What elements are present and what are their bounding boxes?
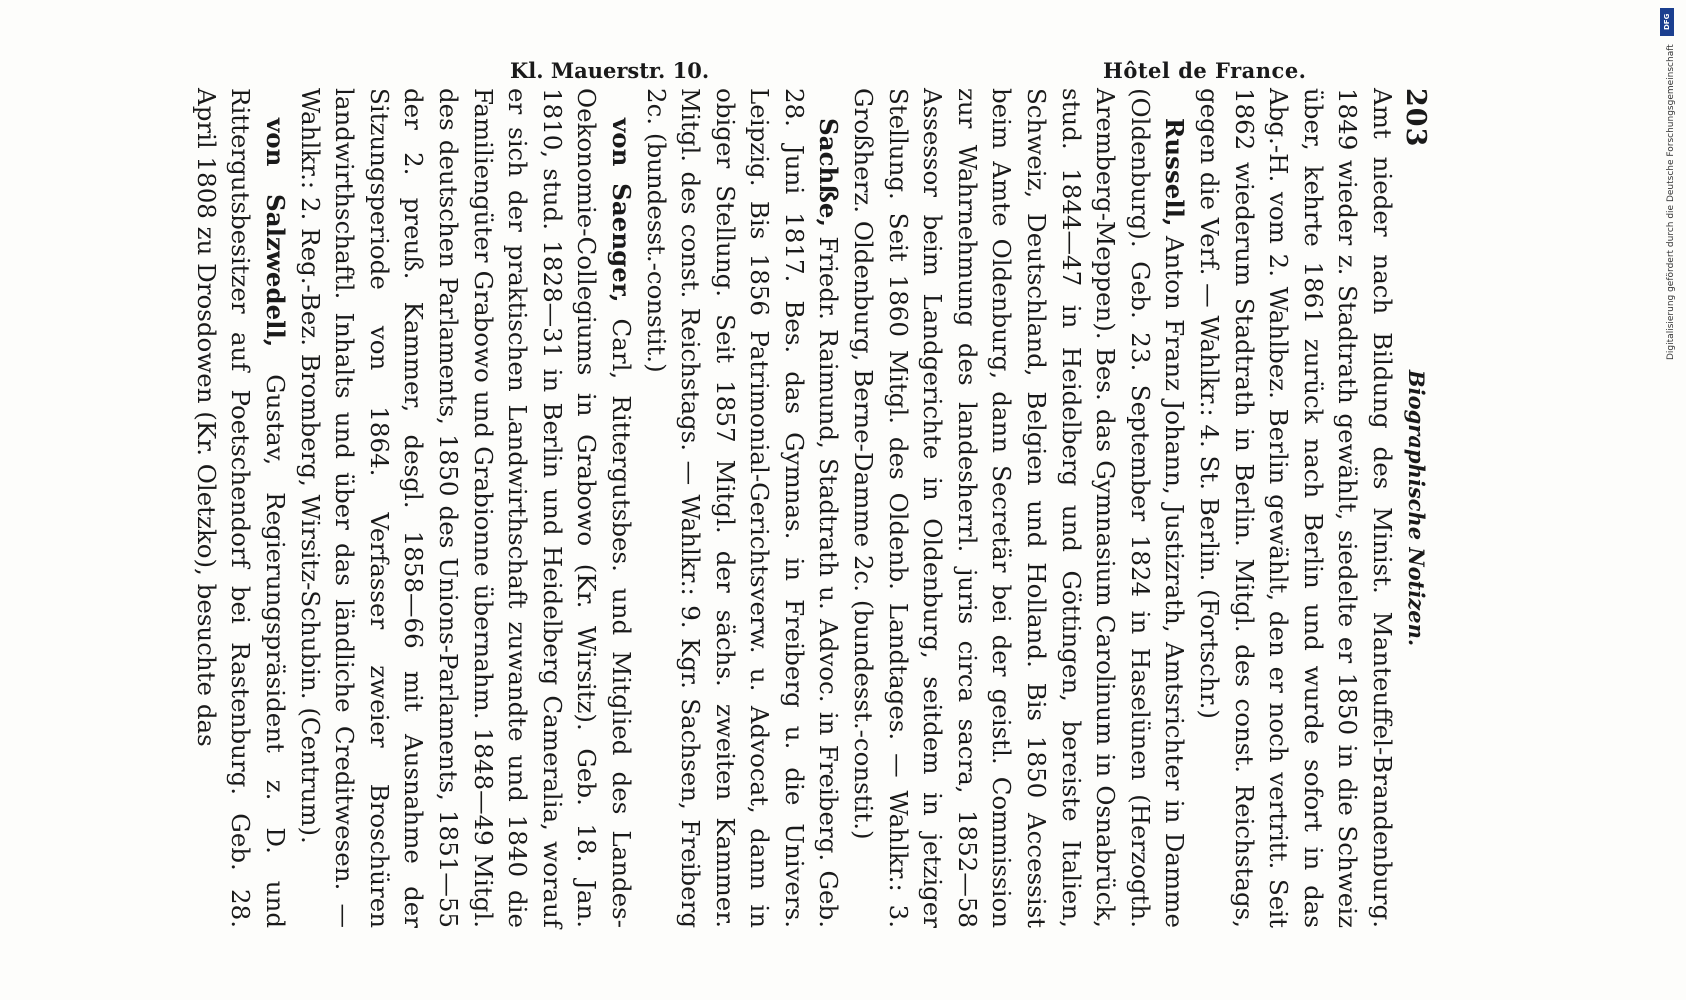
rotated-page-content [105, 88, 1435, 928]
paragraph-text: Carl, Rittergutsbes. und Mitglied des Landes-Oekonomie-Collegiums in Grabowo (Kr. Wirsitz). Geb. 18. Jan. 1810, stud. 1828—31 in Berlin und Heidelberg Cameralia, worauf er sich der praktischen Landwirthschaft zuwandte und 1840 die Familiengüter Grabowo und Grabionne übernahm. 1848—49 Mitgl. des deutschen Parlaments, 1850 des Unions-Parlaments, 1851—55 der 2. preuß. Kammer, desgl. 1858—66 mit Ausnahme der Sitzungsperiode von 1864. Verfasser zweier Broschüren landwirthschaftl. Inhalts und über das ländliche Creditwesen. — Wahlkr.: 2. Reg.-Bez. Bromberg, Wirsitz-Schubin. (Centrum). [295, 88, 636, 929]
paragraph [638, 88, 846, 928]
person-name: von Saenger, [606, 118, 636, 303]
page-number: 203 [1400, 88, 1431, 148]
person-name: Russell, [1160, 118, 1190, 227]
paragraph-text: Amt nieder nach Bildung des Minist. Manteuffel-Brandenburg. 1849 wieder z. Stadtrath gewählt, siedelte er 1850 in die Schweiz über, kehrte 1861 zurück nach Berlin und wurde sofort in das Abg.-H. vom 2. Wahlbez. Berlin gewählt, den er noch vertritt. Seit 1862 wiederum Stadtrath in Berlin. Mitgl. des const. Reichstags, gegen die Verf. — Wahlkr.: 4. St. Berlin. (Fortschr.) [1195, 88, 1397, 928]
hotel-heading: Hôtel de France. [1103, 58, 1307, 83]
dfg-logo: DFG [1660, 8, 1674, 36]
paragraph [292, 88, 638, 928]
paragraph-text: Anton Franz Johann, Justizrath, Amtsrichter in Damme (Oldenburg). Geb. 23. September 1824 in Haselünen (Herzogth. Aremberg-Meppen). Bes. das Gymnasium Carolinum in Osnabrück, stud. 1844—47 in Heidelberg und Göttingen, bereiste Italien, Schweiz, Deutschland, Belgien und Holland. Bis 1850 Accessist beim Amte Oldenburg, dann Secretär bei der geistl. Commission zur Wahrnehmung des landesherrl. juris circa sacra, 1852—58 Assessor beim Landgerichte in Oldenburg, seitdem in jetziger Stellung. Seit 1860 Mitgl. des Oldenb. Landtages. — Wahlkr.: 3. Großherz. Oldenburg, Berne-Damme 2c. (bundesst.-constit.) [849, 88, 1190, 928]
running-head: Biographische Notizen. [1404, 369, 1429, 647]
address-heading: Kl. Mauerstr. 10. [510, 58, 710, 83]
person-name: von Salzwedell, [261, 118, 290, 348]
page-header [1395, 88, 1435, 928]
person-name: Sachße, [814, 118, 844, 228]
paragraph-text: Friedr. Raimund, Stadtrath u. Advoc. in Freiberg. Geb. 28. Juni 1817. Bes. das Gymnas. in Freiberg u. die Univers. Leipzig. Bis 1856 Patrimonial-Gerichtsverw. u. Advocat, dann in obiger Stellung. Seit 1857 Mitgl. der sächs. zweiten Kammer. Mitgl. des const. Reichstags. — Wahlkr.: 9. Kgr. Sachsen, Freiberg 2c. (bundesst.-constit.) [641, 88, 844, 928]
digitization-note: Digitalisierung gefördert durch die Deutsche Forschungsgemeinschaft [1666, 44, 1676, 360]
paragraph [188, 88, 292, 928]
body-text [188, 88, 1399, 928]
paragraph [1191, 88, 1399, 928]
paragraph [846, 88, 1192, 928]
paragraph-text: Gustav, Regierungspräsident z. D. und Rittergutsbesitzer auf Poetschendorf bei Rastenburg. Geb. 28. April 1808 zu Drosdowen (Kr. Oletzko), besuchte das [191, 88, 290, 928]
